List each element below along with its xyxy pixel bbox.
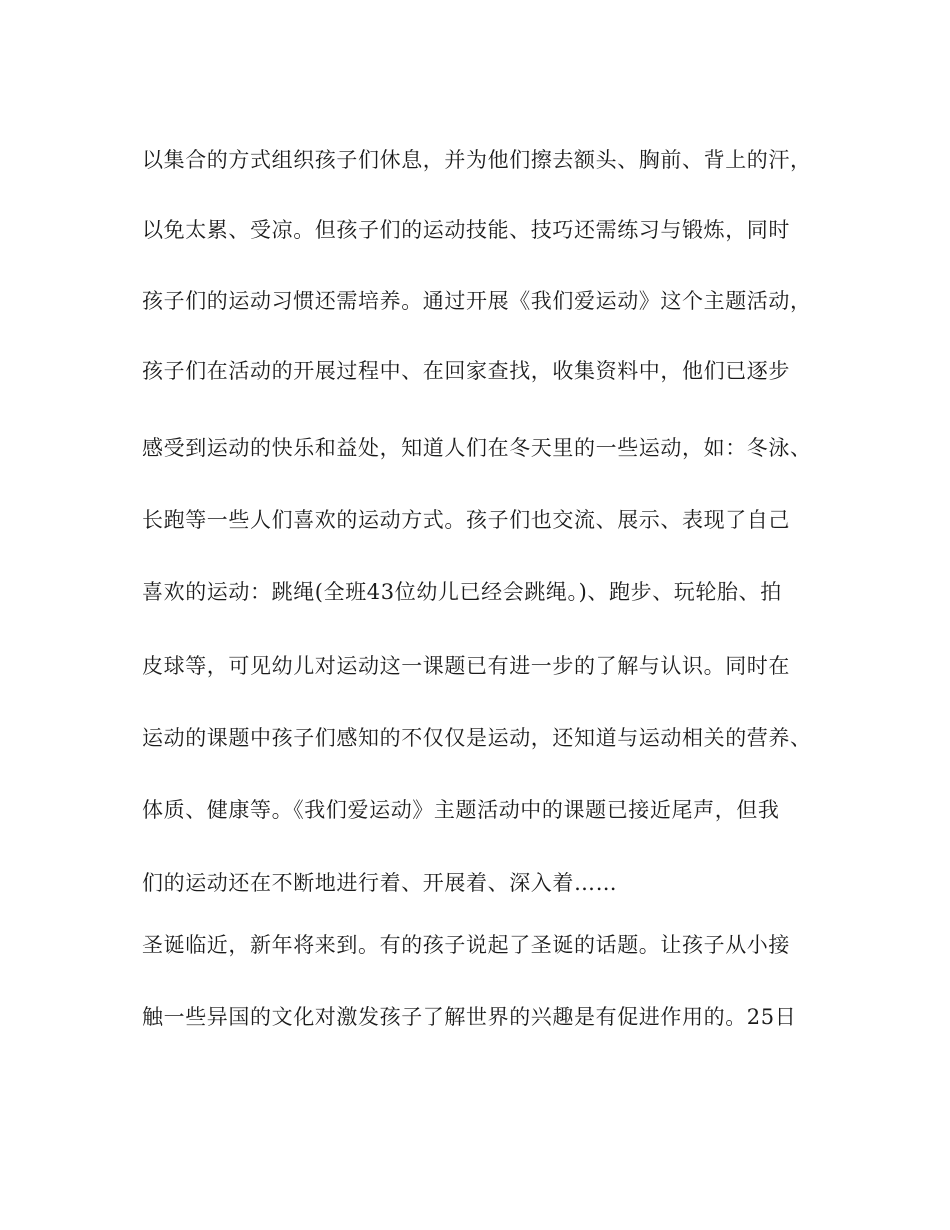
paragraph-1-line-1: 以集合的方式组织孩子们休息，并为他们擦去额头、胸前、背上的汗， (142, 148, 812, 172)
paragraph-1-line-6: 长跑等一些人们喜欢的运动方式。孩子们也交流、展示、表现了自己 (142, 508, 790, 532)
paragraph-2-line-1: 圣诞临近，新年将来到。有的孩子说起了圣诞的话题。让孩子从小接 (142, 933, 790, 957)
paragraph-1-line-3: 孩子们的运动习惯还需培养。通过开展《我们爱运动》这个主题活动， (142, 289, 812, 313)
paragraph-1-line-2: 以免太累、受凉。但孩子们的运动技能、技巧还需练习与锻炼，同时 (142, 218, 790, 242)
paragraph-1-line-11: 们的运动还在不断地进行着、开展着、深入着…… (142, 871, 618, 895)
paragraph-1-line-4: 孩子们在活动的开展过程中、在回家查找，收集资料中，他们已逐步 (142, 359, 790, 383)
paragraph-1-line-5: 感受到运动的快乐和益处，知道人们在冬天里的一些运动，如：冬泳、 (142, 436, 812, 460)
paragraph-2-line-2: 触一些异国的文化对激发孩子了解世界的兴趣是有促进作用的。25日 (142, 1005, 797, 1029)
paragraph-1-line-9: 运动的课题中孩子们感知的不仅仅是运动，还知道与运动相关的营养、 (142, 726, 812, 750)
paragraph-1-line-10: 体质、健康等。《我们爱运动》主题活动中的课题已接近尾声，但我 (142, 798, 780, 822)
paragraph-1-line-7: 喜欢的运动：跳绳(全班43位幼儿已经会跳绳。)、跑步、玩轮胎、拍 (142, 580, 782, 604)
paragraph-1-line-8: 皮球等，可见幼儿对运动这一课题已有进一步的了解与认识。同时在 (142, 654, 790, 678)
